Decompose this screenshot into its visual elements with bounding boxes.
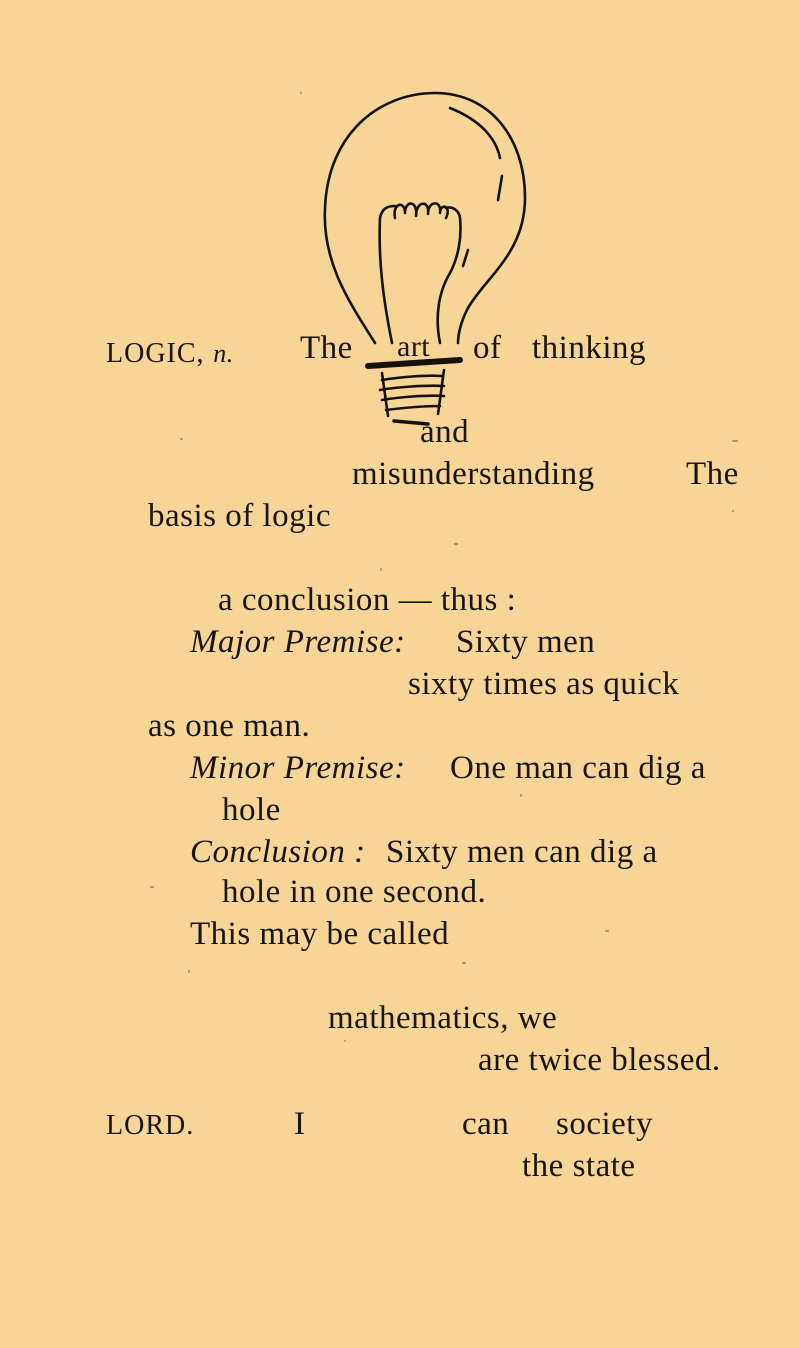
paper-speck: [344, 1040, 346, 1042]
entry-logic: [106, 336, 234, 369]
paper-speck: [150, 886, 154, 888]
paper-speck: [380, 568, 382, 571]
text-line: This may be called: [190, 916, 450, 952]
text-line: and: [420, 414, 470, 450]
text-line: the state: [522, 1148, 636, 1184]
text-line: Sixty men can dig a: [386, 834, 658, 870]
paper-speck: [462, 962, 466, 964]
text-line: The: [686, 456, 739, 492]
text-line: The: [300, 330, 353, 366]
text-line: One man can dig a: [450, 750, 706, 786]
paper-speck: [180, 438, 183, 440]
text-line: a conclusion — thus :: [218, 582, 517, 618]
text-line: are twice blessed.: [478, 1042, 721, 1078]
major-premise-label: Major Premise:: [190, 624, 406, 660]
minor-premise-label: Minor Premise:: [190, 750, 406, 786]
paper-speck: [605, 930, 609, 932]
conclusion-label: Conclusion :: [190, 834, 366, 870]
text-line: hole: [222, 792, 281, 828]
paper-speck: [732, 510, 734, 512]
text-line: of: [473, 330, 502, 366]
text-line: mathematics, we: [328, 1000, 558, 1036]
text-line: misunderstanding: [352, 456, 595, 492]
text-line: I: [294, 1106, 306, 1142]
paper-speck: [732, 440, 738, 442]
text-line: as one man.: [148, 708, 311, 744]
paper-speck: [300, 92, 302, 94]
paper-speck: [520, 794, 522, 797]
text-line: basis of logic: [148, 498, 331, 534]
text-line: can: [462, 1106, 510, 1142]
text-line: art: [397, 330, 431, 363]
paper-speck: [454, 543, 458, 545]
text-line: Sixty men: [456, 624, 596, 660]
text-line: hole in one second.: [222, 874, 487, 910]
text-line: society: [556, 1106, 653, 1142]
paper-speck: [188, 970, 190, 973]
light-bulb-icon: [320, 88, 540, 448]
entry-lord: LORD.: [106, 1110, 195, 1141]
text-line: thinking: [532, 330, 647, 366]
text-line: sixty times as quick: [408, 666, 680, 702]
entry-term: LOGIC,: [106, 338, 205, 369]
part-of-speech: n.: [213, 339, 234, 368]
